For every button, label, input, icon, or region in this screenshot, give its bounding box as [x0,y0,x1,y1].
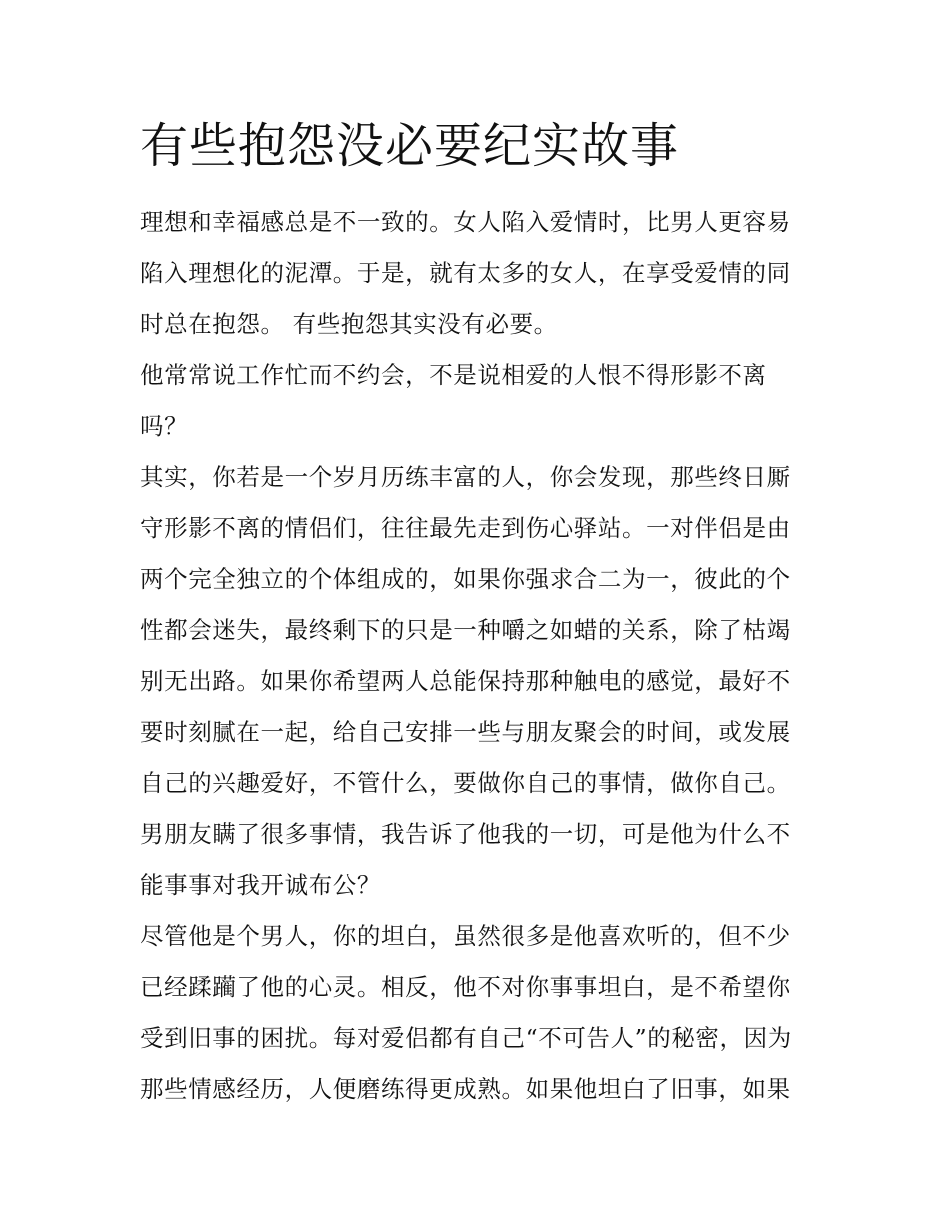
text-line: 受到旧事的困扰。每对爱侣都有自己“不可告人”的秘密，因为 [140,1024,792,1052]
text-line: 时总在抱怨。 有些抱怨其实没有必要。 [140,310,558,338]
text-line: 尽管他是个男人，你的坦白，虽然很多是他喜欢听的，但不少 [140,922,791,950]
text-line: 陷入理想化的泥潭。于是，就有太多的女人，在享受爱情的同 [140,259,791,287]
text-line: 自己的兴趣爱好，不管什么，要做你自己的事情，做你自己。 [140,769,791,797]
text-line: 男朋友瞒了很多事情，我告诉了他我的一切，可是他为什么不 [140,820,791,848]
text-line: 已经蹂躏了他的心灵。相反，他不对你事事坦白，是不希望你 [140,973,791,1001]
text-line: 理想和幸福感总是不一致的。女人陷入爱情时，比男人更容易 [140,208,791,236]
text-line: 其实，你若是一个岁月历练丰富的人，你会发现，那些终日厮 [140,463,791,491]
body-text [140,197,820,1115]
text-line: 吗？ [140,412,189,440]
text-line: 要时刻腻在一起，给自己安排一些与朋友聚会的时间，或发展 [140,718,791,746]
text-line: 别无出路。如果你希望两人总能保持那种触电的感觉，最好不 [140,667,791,695]
text-line: 能事事对我开诚布公？ [140,871,381,899]
page-title: 有些抱怨没必要纪实故事 [140,118,680,174]
text-line: 那些情感经历，人便磨练得更成熟。如果他坦白了旧事，如果 [140,1075,791,1103]
text-line: 守形影不离的情侣们，往往最先走到伤心驿站。一对伴侣是由 [140,514,791,542]
text-line: 性都会迷失，最终剩下的只是一种嚼之如蜡的关系，除了枯竭 [140,616,791,644]
text-line: 两个完全独立的个体组成的，如果你强求合二为一，彼此的个 [140,565,791,593]
text-line: 他常常说工作忙而不约会，不是说相爱的人恨不得形影不离 [140,361,767,389]
